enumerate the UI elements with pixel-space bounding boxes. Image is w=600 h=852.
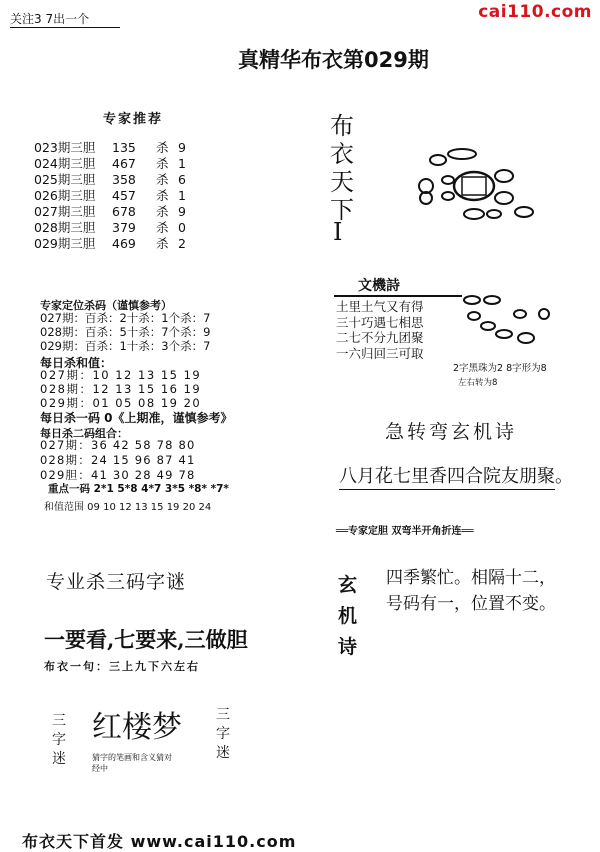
divider bbox=[334, 295, 462, 297]
riddle-main: 红楼梦 bbox=[92, 710, 182, 745]
bead-puzzle-image bbox=[414, 140, 536, 222]
list-item: 土里土气又有得 bbox=[336, 299, 424, 314]
pick-row: 027期三胆 678 杀 9 bbox=[34, 204, 186, 219]
picks-heading: 专家推荐 bbox=[103, 112, 164, 127]
page-title: 真精华布衣第029期 bbox=[238, 48, 429, 72]
poem-heading: 急转弯玄机诗 bbox=[385, 421, 518, 443]
two-code-list bbox=[40, 438, 196, 483]
key-code-line: 重点一码 2*1 5*8 4*7 3*5 *8* *7* bbox=[48, 483, 229, 495]
pick-row: 023期三胆 135 杀 9 bbox=[34, 140, 186, 155]
riddle-title: 专业杀三码字谜 bbox=[46, 571, 187, 593]
list-item: 027期：36 42 58 78 80 bbox=[40, 438, 196, 452]
daily-sum-list bbox=[40, 368, 201, 410]
three-char-riddle-left: 三字迷 bbox=[52, 713, 66, 767]
two-code-heading: 每日杀二码组合： bbox=[40, 427, 128, 440]
xuanji-line-1: 四季繁忙。相隔十二， bbox=[386, 568, 556, 588]
position-kill-heading: 专家定位杀码（谨慎参考） bbox=[40, 299, 172, 312]
list-item: 三十巧遇七相思 bbox=[336, 314, 424, 330]
list-item: 二七不分九团聚 bbox=[336, 330, 424, 345]
divider bbox=[339, 489, 555, 490]
top-note-underline bbox=[10, 27, 120, 28]
wenji-note: 2字黑珠为2 8字形为8 bbox=[453, 363, 547, 374]
pick-row: 024期三胆 467 杀 1 bbox=[34, 156, 186, 171]
list-item: 029期：百杀：1十杀：3个杀：7 bbox=[40, 339, 211, 353]
list-item: 029期：01 05 08 19 20 bbox=[40, 396, 202, 410]
pick-row: 025期三胆 358 杀 6 bbox=[34, 172, 186, 187]
picks-list bbox=[34, 140, 186, 252]
list-item: 028期：12 13 15 16 19 bbox=[40, 382, 202, 396]
xuanji-line-2: 号码有一，位置不变。 bbox=[386, 594, 556, 614]
wenji-note-2: 左右转为8 bbox=[458, 378, 498, 388]
top-note: 关注3 7出一个 bbox=[10, 12, 90, 26]
daily-sum-label: 每日杀和值： bbox=[40, 356, 113, 370]
xuanji-label: 玄机诗 bbox=[338, 574, 358, 658]
pick-row: 026期三胆 457 杀 1 bbox=[34, 188, 186, 203]
expert-strip: ══专家定胆 双弯半开角折连══ bbox=[336, 526, 474, 537]
daily-one-code: 每日杀一码 0《上期准，谨慎参考》 bbox=[40, 411, 233, 425]
list-item: 027期：百杀：2十杀：1个杀：7 bbox=[40, 311, 211, 325]
position-kill-list bbox=[40, 311, 210, 353]
site-logo[interactable]: cai110.com bbox=[478, 2, 592, 22]
poem-line: 八月花七里香四合院友朋聚。 bbox=[339, 466, 573, 487]
wenji-poem bbox=[336, 299, 424, 361]
vertical-title: 布衣天下 bbox=[330, 112, 354, 224]
vertical-title-roman: I bbox=[333, 218, 343, 246]
list-item: 027期：10 12 13 15 19 bbox=[40, 368, 202, 382]
three-char-riddle-right: 三字迷 bbox=[216, 707, 230, 761]
list-item: 029胆：41 30 28 49 78 bbox=[40, 468, 196, 482]
bead-chain-image bbox=[460, 290, 552, 352]
riddle-hint: 猜字的笔画和含义猜对经中 bbox=[92, 753, 172, 773]
list-item: 028期：24 15 96 87 41 bbox=[40, 453, 196, 467]
pick-row: 028期三胆 379 杀 0 bbox=[34, 220, 186, 235]
pick-row: 029期三胆 469 杀 2 bbox=[34, 236, 186, 251]
list-item: 028期：百杀：5十杀：7个杀：9 bbox=[40, 325, 211, 339]
footer-url[interactable]: 布衣天下首发 www.cai110.com bbox=[22, 832, 297, 851]
wenji-title: 文機詩 bbox=[358, 278, 400, 294]
sum-range-line: 和值范围 09 10 12 13 15 19 20 24 bbox=[44, 502, 212, 513]
riddle-text: 一要看,七要来,三做胆 bbox=[44, 627, 248, 652]
list-item: 一六归回三可取 bbox=[336, 345, 424, 361]
riddle-line: 布衣一句：三上九下六左右 bbox=[44, 660, 200, 673]
